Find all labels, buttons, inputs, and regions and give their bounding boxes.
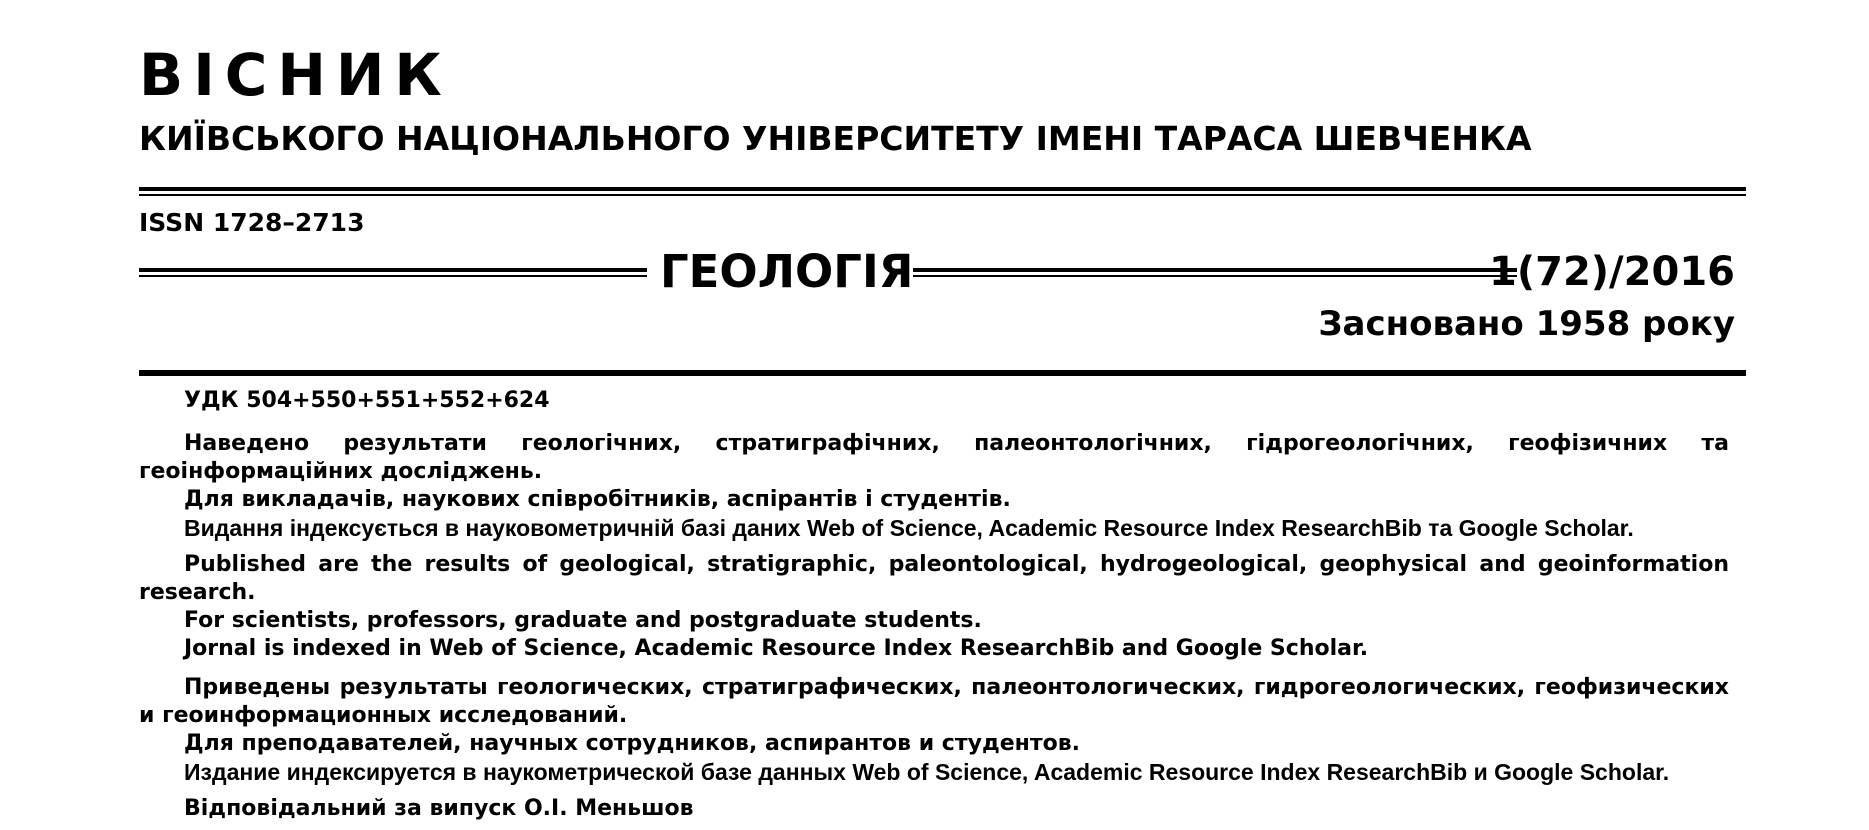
- responsible-block: [139, 795, 1729, 823]
- founded-year: Засновано 1958 року: [1318, 304, 1735, 344]
- section-rule-left: [139, 268, 647, 277]
- annotation-ua-results: Наведено результати геологічних, стратиграфічних, палеонтологічних, гідрогеологічних, геофізичних та геоінформаційних досліджень.: [139, 431, 1729, 484]
- responsible-editor: Відповідальний за випуск О.І. Меньшов: [184, 796, 694, 821]
- udk-block: [139, 387, 1729, 415]
- journal-title: ВІСНИК: [139, 41, 452, 109]
- issue-number: 1(72)/2016: [1489, 249, 1735, 295]
- udk-code: УДК 504+550+551+552+624: [184, 388, 550, 413]
- annotation-russian: [139, 674, 1729, 786]
- annotation-en-results: Published are the results of geological, stratigraphic, paleontological, hydrogeological, geophysical and geoinformation research.: [139, 552, 1729, 605]
- annotation-en-audience: For scientists, professors, graduate and postgraduate students.: [184, 608, 982, 633]
- journal-subtitle: КИЇВСЬКОГО НАЦІОНАЛЬНОГО УНІВЕРСИТЕТУ ІМЕНІ ТАРАСА ШЕВЧЕНКА: [139, 119, 1532, 158]
- annotation-ru-audience: Для преподавателей, научных сотрудников, аспирантов и студентов.: [184, 731, 1080, 756]
- annotation-ua-audience: Для викладачів, наукових співробітників, аспірантів і студентів.: [184, 487, 1011, 512]
- issn-number: ISSN 1728–2713: [139, 208, 365, 237]
- annotation-english: [139, 551, 1729, 663]
- annotation-ru-indexing: Издание индексируется в наукометрической базе данных Web of Science, Academic Resource Index ResearchBib и Google Scholar.: [184, 759, 1670, 785]
- annotation-ukrainian: [139, 430, 1729, 542]
- annotation-en-indexing: Jornal is indexed in Web of Science, Academic Resource Index ResearchBib and Google Scholar.: [184, 636, 1369, 661]
- header-bottom-divider: [139, 370, 1746, 376]
- header-divider: [139, 187, 1746, 196]
- annotation-ru-results: Приведены результаты геологических, стратиграфических, палеонтологических, гидрогеологических, геофизических и геоинформационных исследований.: [139, 675, 1729, 728]
- section-title: ГЕОЛОГІЯ: [660, 245, 914, 298]
- annotation-ua-indexing: Видання індексується в науковометричній базі даних Web of Science, Academic Resource Index ResearchBib та Google Scholar.: [184, 515, 1634, 541]
- section-rule-right: [913, 268, 1517, 277]
